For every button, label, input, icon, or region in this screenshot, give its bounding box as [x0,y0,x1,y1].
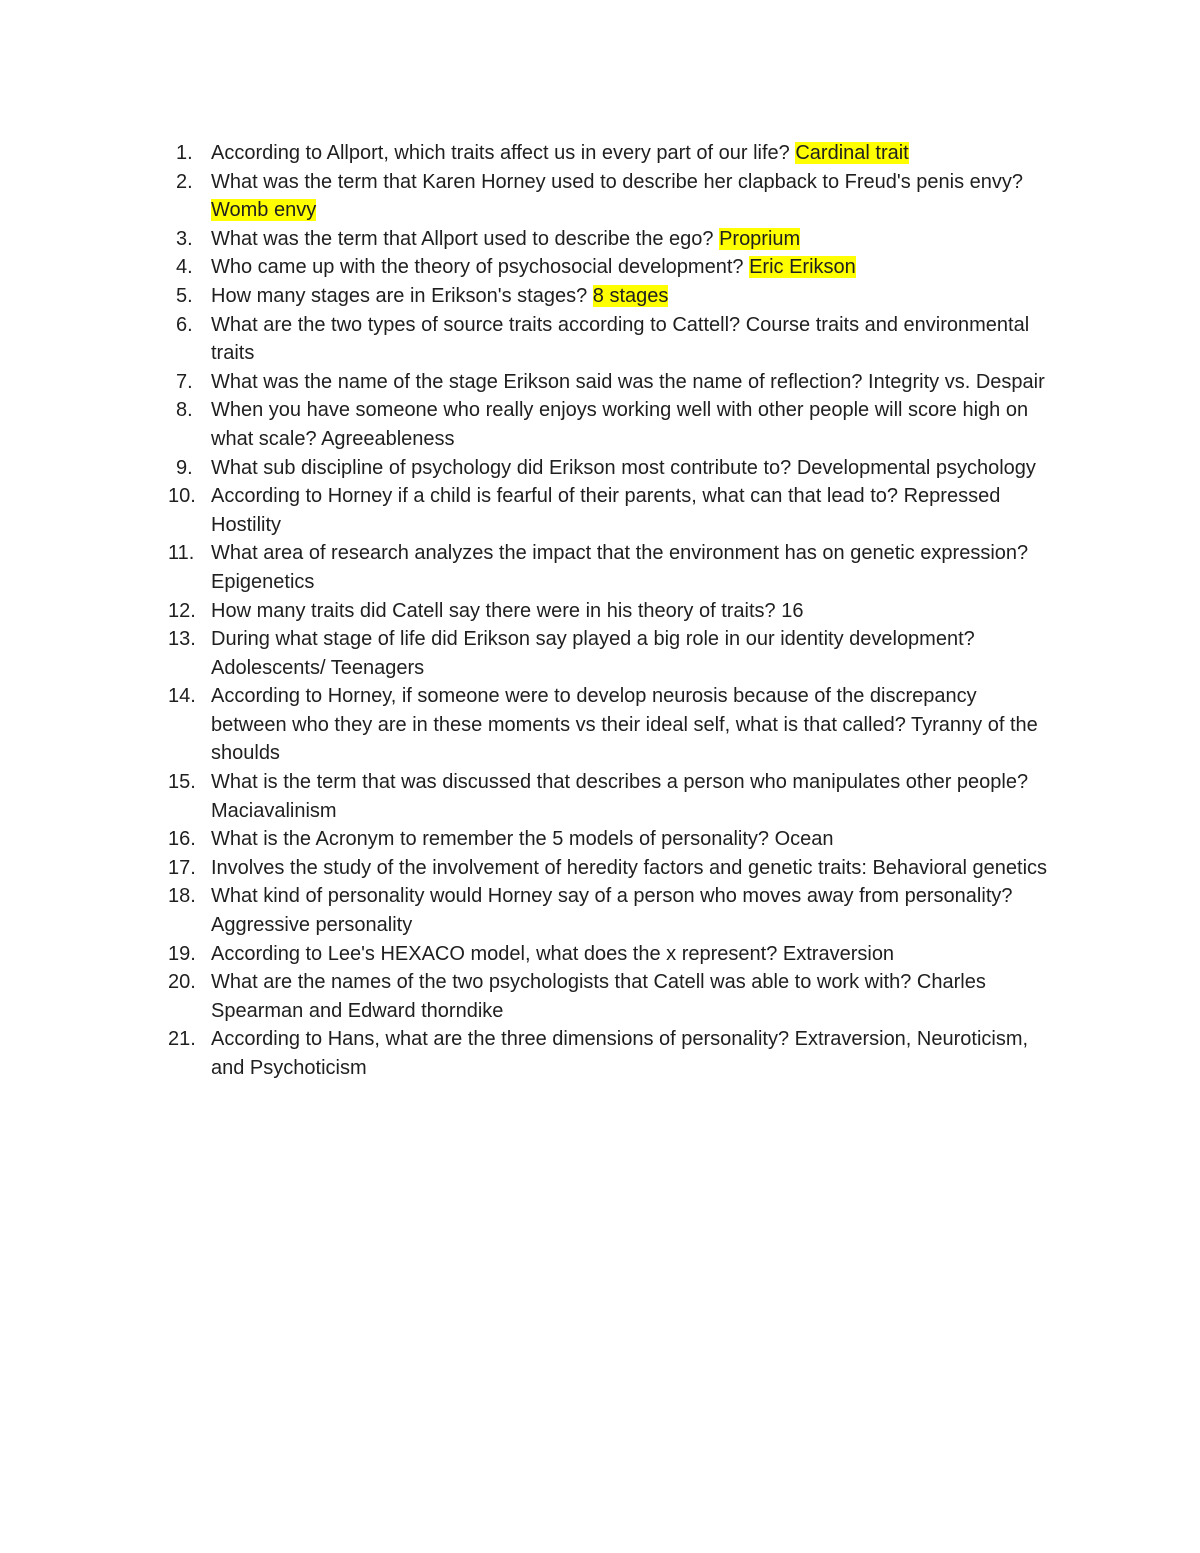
question-number: 15. [168,771,196,794]
question-text: What was the name of the stage Erikson said was the name of reflection? [211,370,869,393]
question-item [0,940,1051,969]
question-text: During what stage of life did Erikson say played a big role in our identity development? [211,628,975,651]
answer-text: Developmental psychology [796,456,1036,479]
question-item [0,882,1051,939]
question-text: According to Lee's HEXACO model, what does the x represent? [211,942,783,965]
question-number: 7. [176,370,193,393]
question-text: What was the term that Allport used to describe the ego? [211,227,720,250]
question-text: Who came up with the theory of psychosocial development? [211,256,750,279]
question-item [0,368,1051,397]
question-number: 1. [176,142,193,164]
question-item [0,854,1051,883]
answer-text: Maciavalinism [211,799,337,822]
highlighted-answer: Proprium [719,227,801,250]
question-text: What area of research analyzes the impact that the environment has on genetic expression? [211,542,1029,565]
question-list [0,139,1200,1083]
question-number: 14. [168,685,196,708]
question-number: 19. [168,942,196,965]
question-item [0,282,1051,311]
answer-text: Epigenetics [211,570,315,593]
question-number: 6. [176,313,193,336]
question-item [0,253,1051,282]
highlighted-answer: Womb envy [211,199,317,222]
question-number: 13. [168,628,196,651]
answer-text: Behavioral genetics [872,856,1048,879]
question-text: According to Horney, if someone were to develop neurosis because of the discrepancy between who they are in these moments vs their ideal self, what is that called? [211,685,977,736]
question-number: 2. [176,170,193,193]
question-number: 5. [176,284,193,307]
question-item [0,225,1051,254]
question-number: 16. [168,828,196,851]
question-text: What are the names of the two psychologists that Catell was able to work with? [211,971,917,994]
answer-text: Tyranny of the shoulds [211,713,1038,765]
question-text: What was the term that Karen Horney used to describe her clapback to Freud's penis envy? [211,170,1024,193]
answer-text: Aggressive personality [211,914,413,937]
question-number: 21. [168,1028,196,1051]
answer-text: Ocean [774,828,834,851]
question-number: 3. [176,227,193,250]
question-item [0,539,1051,596]
question-number: 20. [168,971,196,994]
question-number: 4. [176,256,193,279]
question-text: Involves the study of the involvement of heredity factors and genetic traits: [211,856,873,879]
question-number: 8. [176,399,193,422]
answer-text: Course traits and environmental traits [211,313,1030,365]
question-text: According to Hans, what are the three dimensions of personality? [211,1028,795,1051]
question-item [0,968,1051,1025]
question-number: 11. [168,542,195,565]
question-number: 10. [168,485,196,508]
question-item [0,625,1051,682]
question-text: What kind of personality would Horney say of a person who moves away from personality? [211,885,1013,908]
question-number: 18. [168,885,196,908]
question-item [0,825,1051,854]
highlighted-answer: Eric Erikson [749,256,856,279]
question-text: What sub discipline of psychology did Erikson most contribute to? [211,456,797,479]
question-number: 17. [168,856,196,879]
question-text: According to Horney if a child is fearful of their parents, what can that lead to? [211,485,904,508]
answer-text: Agreeableness [321,427,455,450]
answer-text: 16 [781,599,804,622]
question-item [0,396,1051,453]
question-number: 12. [168,599,196,622]
answer-text: Extraversion [782,942,895,965]
question-text: What is the Acronym to remember the 5 models of personality? [211,828,775,851]
question-item [0,168,1051,225]
question-item [0,482,1051,539]
answer-text: Extraversion, Neuroticism, and Psychoticism [211,1028,1029,1079]
question-item [0,139,1051,168]
question-text: What are the two types of source traits according to Cattell? [211,313,746,336]
answer-text: Charles Spearman and Edward thorndike [211,971,986,1022]
question-text: When you have someone who really enjoys working well with other people will score high on what scale? [211,399,1029,450]
question-text: According to Allport, which traits affect us in every part of our life? [211,142,796,164]
question-text: What is the term that was discussed that describes a person who manipulates other people? [211,771,1029,794]
question-item [0,1025,1051,1082]
question-number: 9. [176,456,193,479]
question-item [0,768,1051,825]
question-text: How many traits did Catell say there were in his theory of traits? [211,599,782,622]
question-item [0,597,1051,626]
question-item [0,682,1051,768]
answer-text: Integrity vs. Despair [868,370,1045,393]
question-item [0,311,1051,368]
highlighted-answer: 8 stages [592,284,669,307]
answer-text: Adolescents/ Teenagers [211,656,425,679]
answer-text: Repressed Hostility [211,485,1001,536]
question-item [0,454,1051,483]
highlighted-answer: Cardinal trait [795,142,909,164]
question-text: How many stages are in Erikson's stages? [211,284,593,307]
